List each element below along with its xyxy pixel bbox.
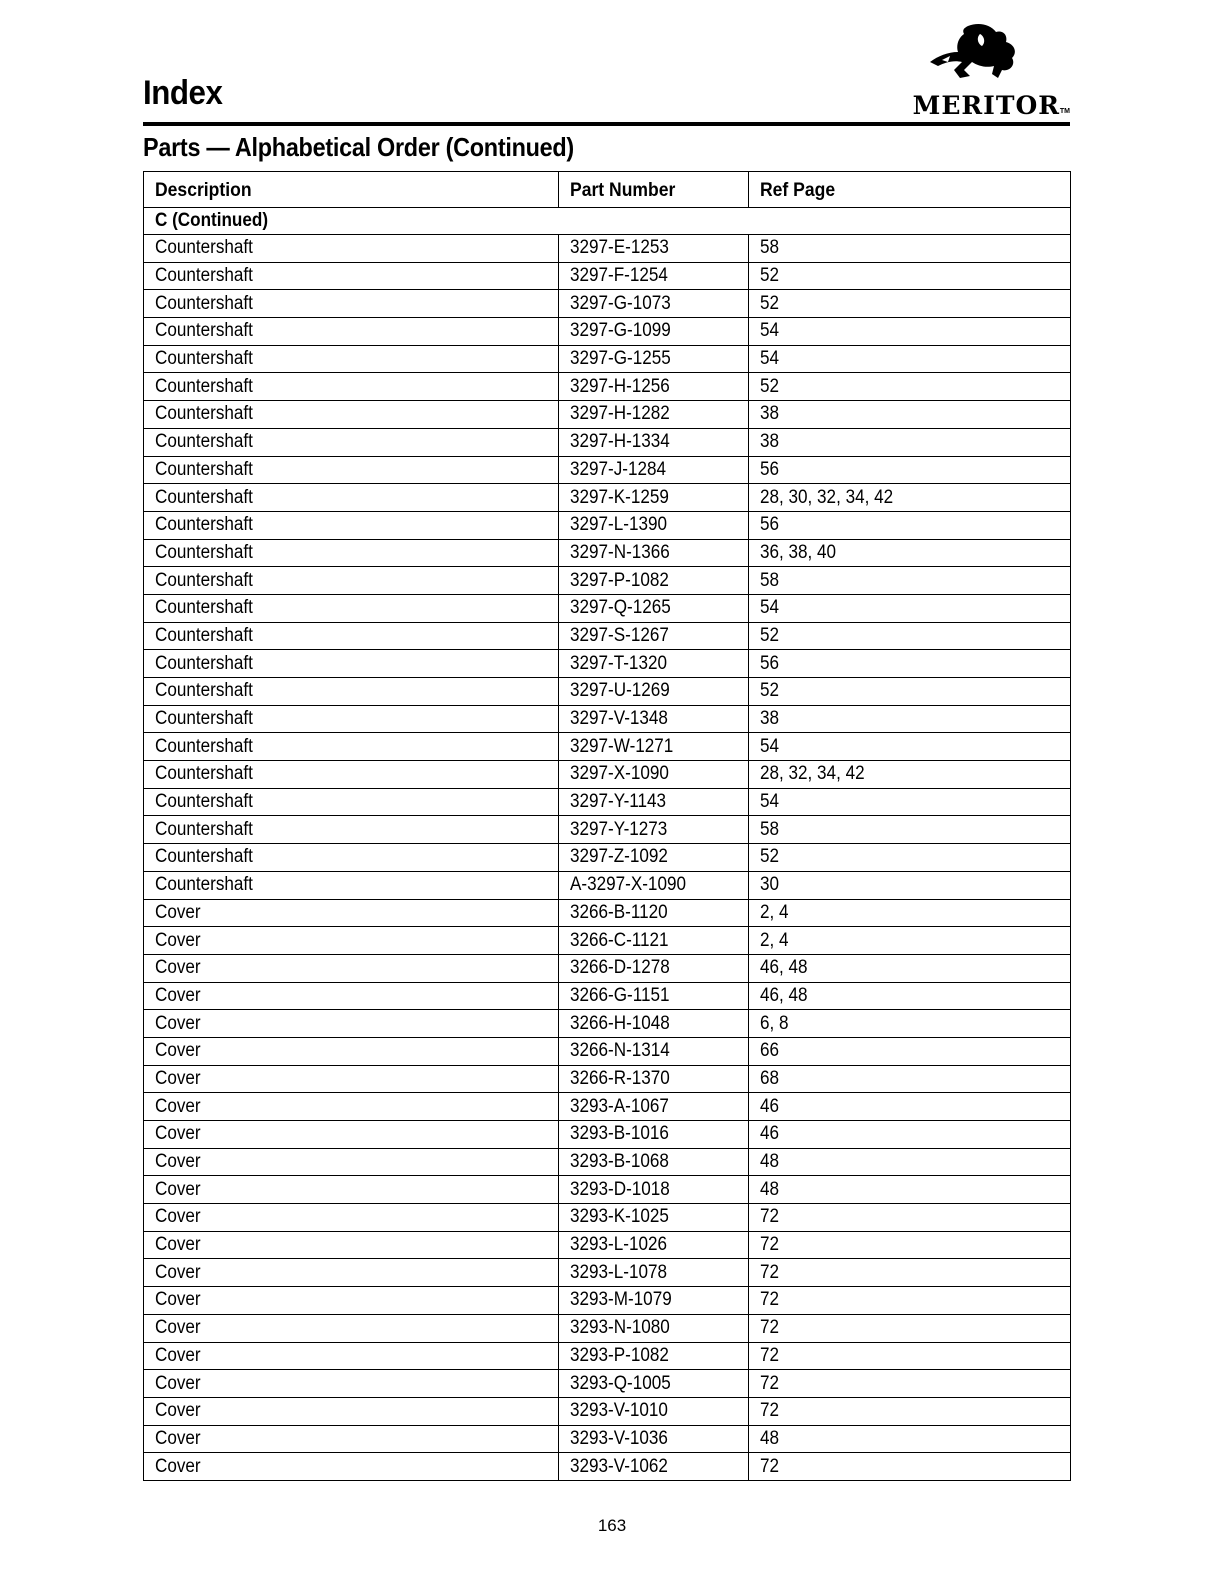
meritor-ram-icon [920, 22, 1030, 88]
part-number-cell: 3293-B-1068 [559, 1148, 749, 1176]
table-row [144, 1121, 1071, 1149]
part-number-cell: 3297-G-1099 [559, 318, 749, 346]
part-number-cell: 3297-N-1366 [559, 539, 749, 567]
part-number-cell: 3297-G-1255 [559, 345, 749, 373]
part-number-cell: 3297-U-1269 [559, 678, 749, 706]
ref-page-cell: 48 [749, 1425, 1071, 1453]
part-number-cell: 3293-V-1010 [559, 1397, 749, 1425]
table-row [144, 456, 1071, 484]
ref-page-cell: 46, 48 [749, 982, 1071, 1010]
table-row [144, 982, 1071, 1010]
table-row [144, 1204, 1071, 1232]
part-number-cell: 3266-N-1314 [559, 1037, 749, 1065]
table-row [144, 401, 1071, 429]
part-number-cell: 3297-Z-1092 [559, 844, 749, 872]
part-number-cell: 3297-W-1271 [559, 733, 749, 761]
description-cell: Countershaft [144, 401, 559, 429]
meritor-logo [885, 22, 1070, 120]
ref-page-cell: 68 [749, 1065, 1071, 1093]
description-cell: Countershaft [144, 871, 559, 899]
ref-page-cell: 54 [749, 594, 1071, 622]
column-header-description: Description [144, 172, 559, 208]
table-row [144, 318, 1071, 346]
ref-page-cell: 54 [749, 345, 1071, 373]
ref-page-cell: 36, 38, 40 [749, 539, 1071, 567]
table-row [144, 733, 1071, 761]
ref-page-cell: 48 [749, 1176, 1071, 1204]
table-row [144, 1037, 1071, 1065]
ref-page-cell: 52 [749, 844, 1071, 872]
ref-page-cell: 72 [749, 1204, 1071, 1232]
table-row [144, 373, 1071, 401]
description-cell: Countershaft [144, 816, 559, 844]
part-number-cell: 3297-K-1259 [559, 484, 749, 512]
description-cell: Cover [144, 1037, 559, 1065]
ref-page-cell: 46, 48 [749, 954, 1071, 982]
table-row [144, 1176, 1071, 1204]
description-cell: Countershaft [144, 788, 559, 816]
table-row [144, 1370, 1071, 1398]
description-cell: Countershaft [144, 539, 559, 567]
part-number-cell: 3293-P-1082 [559, 1342, 749, 1370]
description-cell: Cover [144, 1453, 559, 1481]
part-number-cell: 3293-K-1025 [559, 1204, 749, 1232]
ref-page-cell: 2, 4 [749, 927, 1071, 955]
table-row [144, 345, 1071, 373]
ref-page-cell: 54 [749, 788, 1071, 816]
part-number-cell: A-3297-X-1090 [559, 871, 749, 899]
ref-page-cell: 58 [749, 235, 1071, 263]
part-number-cell: 3293-L-1026 [559, 1231, 749, 1259]
part-number-cell: 3293-D-1018 [559, 1176, 749, 1204]
ref-page-cell: 72 [749, 1397, 1071, 1425]
description-cell: Cover [144, 899, 559, 927]
ref-page-cell: 52 [749, 262, 1071, 290]
table-row [144, 650, 1071, 678]
part-number-cell: 3297-J-1284 [559, 456, 749, 484]
description-cell: Cover [144, 1370, 559, 1398]
part-number-cell: 3293-V-1062 [559, 1453, 749, 1481]
part-number-cell: 3297-Y-1273 [559, 816, 749, 844]
description-cell: Countershaft [144, 262, 559, 290]
table-row [144, 1065, 1071, 1093]
ref-page-cell: 54 [749, 318, 1071, 346]
ref-page-cell: 72 [749, 1342, 1071, 1370]
ref-page-cell: 66 [749, 1037, 1071, 1065]
table-row [144, 899, 1071, 927]
ref-page-cell: 56 [749, 456, 1071, 484]
ref-page-cell: 6, 8 [749, 1010, 1071, 1038]
parts-table [143, 171, 1071, 1481]
part-number-cell: 3297-F-1254 [559, 262, 749, 290]
description-cell: Countershaft [144, 373, 559, 401]
part-number-cell: 3297-H-1282 [559, 401, 749, 429]
description-cell: Cover [144, 1259, 559, 1287]
header-rule [143, 122, 1070, 126]
description-cell: Countershaft [144, 318, 559, 346]
table-row [144, 678, 1071, 706]
part-number-cell: 3297-P-1082 [559, 567, 749, 595]
part-number-cell: 3297-H-1256 [559, 373, 749, 401]
ref-page-cell: 38 [749, 401, 1071, 429]
table-row [144, 622, 1071, 650]
table-row [144, 1397, 1071, 1425]
part-number-cell: 3266-C-1121 [559, 927, 749, 955]
description-cell: Countershaft [144, 290, 559, 318]
table-header-row [144, 172, 1071, 208]
description-cell: Countershaft [144, 844, 559, 872]
table-row [144, 539, 1071, 567]
description-cell: Cover [144, 1425, 559, 1453]
page-header [143, 22, 1070, 126]
ref-page-cell: 72 [749, 1314, 1071, 1342]
part-number-cell: 3293-L-1078 [559, 1259, 749, 1287]
description-cell: Countershaft [144, 594, 559, 622]
part-number-cell: 3293-Q-1005 [559, 1370, 749, 1398]
table-row [144, 511, 1071, 539]
ref-page-cell: 72 [749, 1453, 1071, 1481]
part-number-cell: 3297-L-1390 [559, 511, 749, 539]
table-row [144, 1093, 1071, 1121]
ref-page-cell: 72 [749, 1370, 1071, 1398]
part-number-cell: 3266-H-1048 [559, 1010, 749, 1038]
ref-page-cell: 38 [749, 705, 1071, 733]
ref-page-cell: 48 [749, 1148, 1071, 1176]
description-cell: Countershaft [144, 235, 559, 263]
ref-page-cell: 72 [749, 1259, 1071, 1287]
ref-page-cell: 38 [749, 428, 1071, 456]
description-cell: Cover [144, 1148, 559, 1176]
description-cell: Countershaft [144, 345, 559, 373]
table-row [144, 262, 1071, 290]
ref-page-cell: 72 [749, 1287, 1071, 1315]
ref-page-cell: 52 [749, 373, 1071, 401]
ref-page-cell: 52 [749, 290, 1071, 318]
description-cell: Cover [144, 927, 559, 955]
table-row [144, 428, 1071, 456]
description-cell: Countershaft [144, 484, 559, 512]
part-number-cell: 3293-V-1036 [559, 1425, 749, 1453]
table-row [144, 844, 1071, 872]
description-cell: Cover [144, 1065, 559, 1093]
ref-page-cell: 46 [749, 1121, 1071, 1149]
part-number-cell: 3297-E-1253 [559, 235, 749, 263]
table-row [144, 927, 1071, 955]
column-header-part-number: Part Number [559, 172, 749, 208]
ref-page-cell: 46 [749, 1093, 1071, 1121]
table-row [144, 594, 1071, 622]
description-cell: Countershaft [144, 678, 559, 706]
part-number-cell: 3266-D-1278 [559, 954, 749, 982]
description-cell: Cover [144, 1314, 559, 1342]
table-row [144, 788, 1071, 816]
table-row [144, 1259, 1071, 1287]
section-title: Parts — Alphabetical Order (Continued) [143, 132, 574, 162]
part-number-cell: 3293-A-1067 [559, 1093, 749, 1121]
page-title: Index [143, 74, 223, 112]
part-number-cell: 3297-Y-1143 [559, 788, 749, 816]
logo-wordmark: MERITOR [912, 91, 1060, 120]
group-row [144, 208, 1071, 235]
description-cell: Countershaft [144, 567, 559, 595]
description-cell: Cover [144, 1176, 559, 1204]
description-cell: Countershaft [144, 622, 559, 650]
table-row [144, 871, 1071, 899]
table-row [144, 567, 1071, 595]
table-row [144, 484, 1071, 512]
part-number-cell: 3266-G-1151 [559, 982, 749, 1010]
part-number-cell: 3297-H-1334 [559, 428, 749, 456]
description-cell: Cover [144, 1342, 559, 1370]
table-row [144, 954, 1071, 982]
part-number-cell: 3266-R-1370 [559, 1065, 749, 1093]
part-number-cell: 3297-S-1267 [559, 622, 749, 650]
table-row [144, 1425, 1071, 1453]
ref-page-cell: 58 [749, 567, 1071, 595]
description-cell: Countershaft [144, 428, 559, 456]
table-row [144, 761, 1071, 789]
part-number-cell: 3293-B-1016 [559, 1121, 749, 1149]
description-cell: Cover [144, 954, 559, 982]
description-cell: Countershaft [144, 733, 559, 761]
table-row [144, 1231, 1071, 1259]
description-cell: Countershaft [144, 761, 559, 789]
table-row [144, 290, 1071, 318]
group-label: C (Continued) [144, 208, 1071, 235]
page-number: 163 [597, 1516, 627, 1535]
ref-page-cell: 58 [749, 816, 1071, 844]
description-cell: Cover [144, 1287, 559, 1315]
ref-page-cell: 56 [749, 650, 1071, 678]
ref-page-cell: 28, 32, 34, 42 [749, 761, 1071, 789]
description-cell: Cover [144, 1121, 559, 1149]
part-number-cell: 3297-G-1073 [559, 290, 749, 318]
description-cell: Countershaft [144, 511, 559, 539]
ref-page-cell: 72 [749, 1231, 1071, 1259]
ref-page-cell: 56 [749, 511, 1071, 539]
table-row [144, 1287, 1071, 1315]
table-row [144, 1314, 1071, 1342]
part-number-cell: 3293-M-1079 [559, 1287, 749, 1315]
table-row [144, 1453, 1071, 1481]
ref-page-cell: 54 [749, 733, 1071, 761]
description-cell: Cover [144, 1010, 559, 1038]
part-number-cell: 3293-N-1080 [559, 1314, 749, 1342]
description-cell: Countershaft [144, 456, 559, 484]
description-cell: Cover [144, 1093, 559, 1121]
ref-page-cell: 30 [749, 871, 1071, 899]
ref-page-cell: 52 [749, 678, 1071, 706]
part-number-cell: 3297-T-1320 [559, 650, 749, 678]
table-row [144, 705, 1071, 733]
description-cell: Cover [144, 982, 559, 1010]
ref-page-cell: 2, 4 [749, 899, 1071, 927]
table-row [144, 1010, 1071, 1038]
part-number-cell: 3297-V-1348 [559, 705, 749, 733]
description-cell: Cover [144, 1397, 559, 1425]
table-row [144, 1148, 1071, 1176]
part-number-cell: 3266-B-1120 [559, 899, 749, 927]
table-row [144, 1342, 1071, 1370]
ref-page-cell: 52 [749, 622, 1071, 650]
part-number-cell: 3297-X-1090 [559, 761, 749, 789]
description-cell: Cover [144, 1204, 559, 1232]
ref-page-cell: 28, 30, 32, 34, 42 [749, 484, 1071, 512]
description-cell: Cover [144, 1231, 559, 1259]
part-number-cell: 3297-Q-1265 [559, 594, 749, 622]
description-cell: Countershaft [144, 705, 559, 733]
description-cell: Countershaft [144, 650, 559, 678]
table-row [144, 235, 1071, 263]
column-header-ref-page: Ref Page [749, 172, 1071, 208]
logo-trademark: TM [1059, 108, 1070, 115]
table-row [144, 816, 1071, 844]
